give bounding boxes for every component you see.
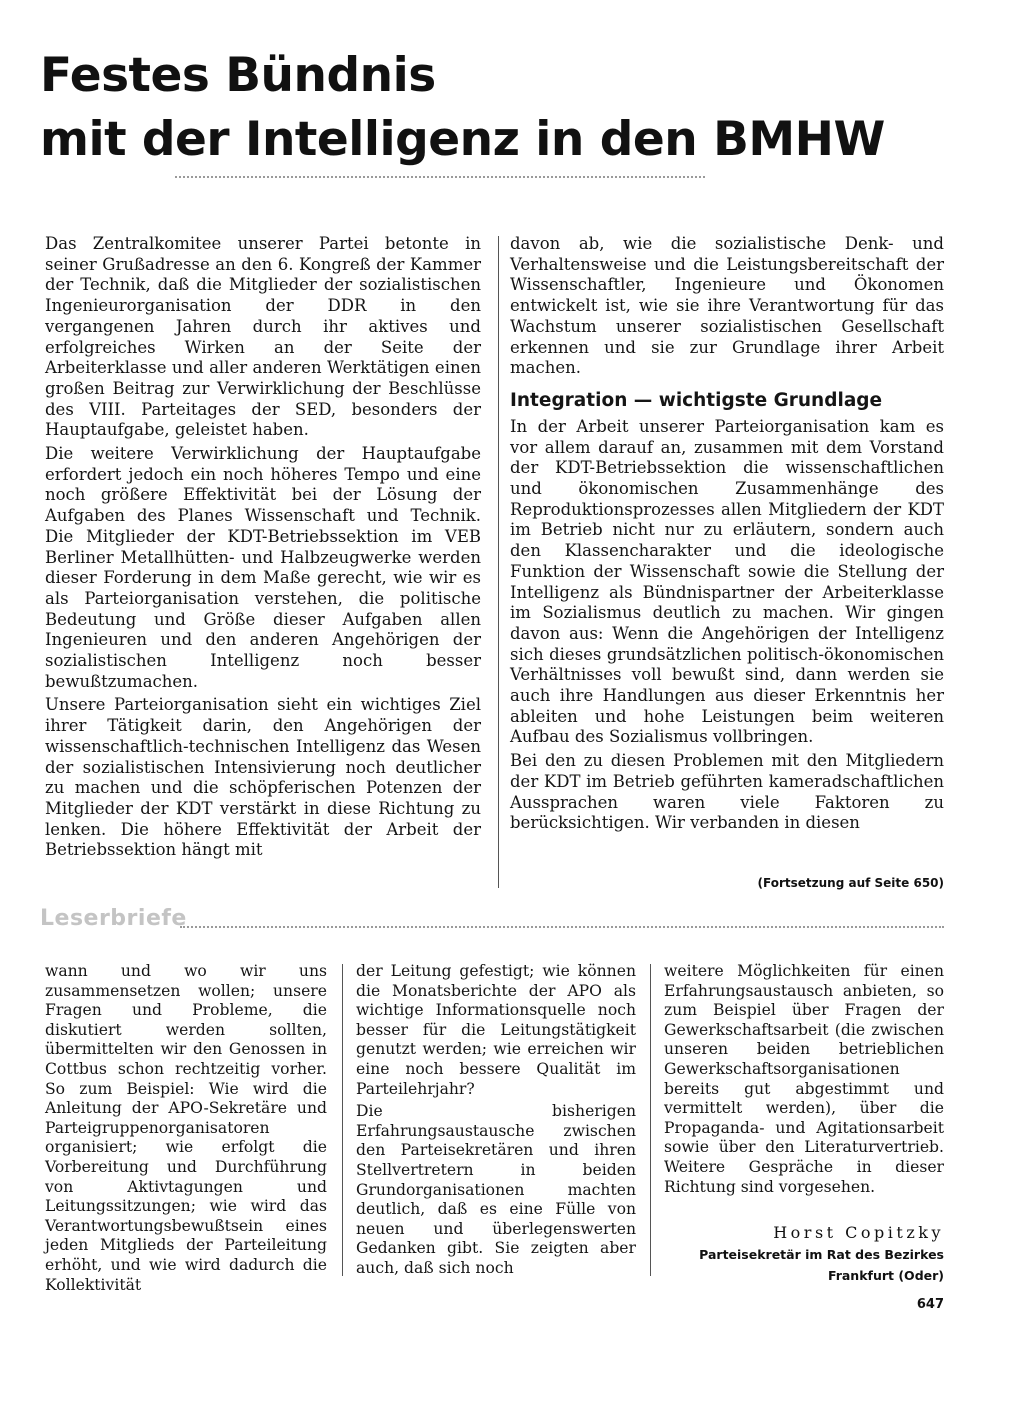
letter-paragraph: der Leitung gefestigt; wie können die Monatsberichte der APO als wichtige Informationsquelle noch besser für die Leitungstätigkeit genutzt werden; wie erreichen wir eine noch bessere Qualität im Parteilehrjahr? bbox=[356, 962, 636, 1098]
rubric-rule bbox=[180, 926, 944, 928]
headline bbox=[40, 44, 960, 172]
author-location: Frankfurt (Oder) bbox=[827, 1268, 944, 1283]
article-column-1 bbox=[45, 234, 481, 861]
headline-line-1: Festes Bündnis bbox=[40, 48, 436, 103]
continuation-note: (Fortsetzung auf Seite 650) bbox=[757, 876, 944, 890]
article-paragraph: Das Zentralkomitee unserer Partei betonte in seiner Grußadresse an den 6. Kongreß der Kammer der Technik, daß die Mitglieder der sozialistischen Ingenieurorganisation der DDR in den vergangenen Jahren durch ihr aktives und erfolgreiches Wirken an der Seite der Arbeiterklasse und aller anderen Werktätigen einen großen Beitrag zur Verwirklichung der Beschlüsse des VIII. Parteitages der SED, besonders der Hauptaufgabe, geleistet haben. bbox=[45, 234, 481, 440]
column-divider bbox=[498, 236, 499, 888]
letter-paragraph: wann und wo wir uns zusammensetzen wollen; unsere Fragen und Probleme, die diskutiert werden sollten, übermittelten wir den Genossen in Cottbus schon rechtzeitig vorher. So zum Beispiel: Wie wird die Anleitung der APO-Sekretäre und Parteigruppenorganisatoren organisiert; wie erfolgt die Vorbereitung und Durchführung von Aktivtagungen und Leitungssitzungen; wie wird das Verantwortungsbewußtsein eines jeden Mitglieds der Parteileitung erhöht, und wie wird dadurch die Kollektivität bbox=[45, 962, 327, 1294]
article-paragraph: Bei den zu diesen Problemen mit den Mitgliedern der KDT im Betrieb geführten kameradschaftlichen Aussprachen waren viele Faktoren zu berücksichtigen. Wir verbanden in diesen bbox=[510, 751, 944, 833]
subheading: Integration — wichtigste Grundlage bbox=[510, 389, 883, 411]
letter-paragraph: weitere Möglichkeiten für einen Erfahrungsaustausch anbieten, so zum Beispiel über Fragen der Gewerkschaftsarbeit (die zwischen unseren beiden betrieblichen Gewerkschaftsorganisationen bereits gut abgestimmt und vermittelt werden), über die Propaganda- und Agitationsarbeit sowie über den Literaturvertrieb. Weitere Gespräche in dieser Richtung sind vorgesehen. bbox=[664, 962, 944, 1196]
page-number: 647 bbox=[916, 1297, 944, 1312]
article-paragraph: Unsere Parteiorganisation sieht ein wichtiges Ziel ihrer Tätigkeit darin, den Angehörigen der wissenschaftlich-technischen Intelligenz das Wesen der sozialistischen Intensivierung noch deutlicher zu machen und die schöpferischen Potenzen der Mitglieder der KDT verstärkt in diese Richtung zu lenken. Die höhere Effektivität der Arbeit der Betriebssektion hängt mit bbox=[45, 695, 481, 860]
letter-column-1 bbox=[45, 962, 327, 1295]
article-paragraph: Die weitere Verwirklichung der Hauptaufgabe erfordert jedoch ein noch höheres Tempo und eine noch größere Effektivität bei der Lösung der Aufgaben des Planes Wissenschaft und Technik. Die Mitglieder der KDT-Betriebssektion im VEB Berliner Metallhütten- und Halbzeugwerke werden dieser Forderung in dem Maße gerecht, wie wir es als Parteiorganisation verstehen, die politische Bedeutung und Größe dieser Aufgaben allen Ingenieuren und den anderen Angehörigen der sozialistischen Intelligenz noch besser bewußtzumachen. bbox=[45, 444, 481, 691]
article-column-2 bbox=[510, 234, 944, 834]
letter-paragraph: Die bisherigen Erfahrungsaustausche zwischen den Parteisekretären und ihren Stellvertretern in beiden Grundorganisationen machten deutlich, daß es eine Fülle von neuen und überlegenswerten Gedanken gibt. Sie zeigten aber auch, daß sich noch bbox=[356, 1102, 636, 1277]
letter-column-3 bbox=[664, 962, 944, 1197]
letter-column-2 bbox=[356, 962, 636, 1279]
article-paragraph: davon ab, wie die sozialistische Denk- und Verhaltensweise und die Leistungsbereitschaft der Wissenschaftler, Ingenieure und Ökonomen entwickelt ist, wie sie ihre Verantwortung für das Wachstum unserer sozialistischen Gesellschaft erkennen und sie zur Grundlage ihrer Arbeit machen. bbox=[510, 234, 944, 378]
author-name: Horst Copitzky bbox=[773, 1223, 944, 1242]
article-paragraph: In der Arbeit unserer Parteiorganisation kam es vor allem darauf an, zusammen mit dem Vorstand der KDT-Betriebssektion die wissenschaftlichen und ökonomischen Zusammenhänge des Reproduktionsprozesses allen Mitgliedern der KDT im Betrieb nicht nur zu erläutern, sondern auch den Klassencharakter und die ideologische Funktion der Wissenschaft sowie die Stellung der Intelligenz als Bündnispartner der Arbeiterklasse im Sozialismus deutlich zu machen. Wir gingen davon aus: Wenn die Angehörigen der Intelligenz sich dieses grundsätzlichen politisch-ökonomischen Verhältnisses voll bewußt sind, dann werden sie auch ihre Handlungen aus dieser Erkenntnis her ableiten und hohe Leistungen beim weiteren Aufbau des Sozialismus vollbringen. bbox=[510, 416, 944, 747]
author-role: Parteisekretär im Rat des Bezirkes bbox=[699, 1247, 944, 1262]
headline-line-2: mit der Intelligenz in den BMHW bbox=[40, 112, 885, 167]
column-divider bbox=[342, 964, 343, 1276]
signature-block bbox=[640, 1222, 944, 1286]
headline-rule bbox=[175, 176, 705, 178]
section-rubric: Leserbriefe bbox=[40, 906, 187, 931]
